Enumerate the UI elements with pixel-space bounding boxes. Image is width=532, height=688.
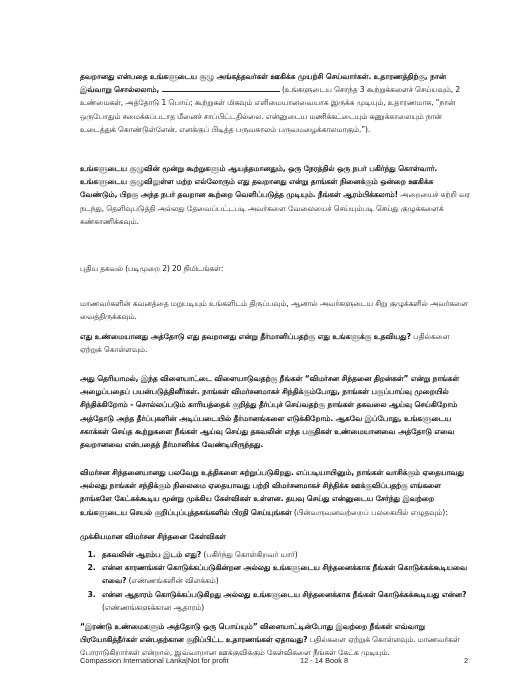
- paragraph-normal-text: பதில்களை ஏற்றுக் கொள்ளவும்.: [80, 332, 450, 355]
- paragraph-game-application: [80, 620, 472, 660]
- question-hint: (பகிர்ந்து கொள்கிறவர் யார்): [201, 550, 298, 559]
- fill-in-blank-line: [162, 83, 280, 92]
- question-hint: (எண்ணங்களுக்கான ஆதாரம்): [102, 602, 205, 612]
- question-text: என்ன காரணங்கள் கொடுக்கப்படுகின்றன அல்லது உங்களுடைய சிந்தனைக்காக நீங்கள் கொடுக்கக்கூடியவை எவை?: [102, 563, 468, 586]
- question-text: என்ன ஆதாரம் கொடுக்கப்படுகிறது அல்லது உங்களுடைய சிந்தனைக்காக நீங்கள் கொடுக்கக்கூடியது என்ன?: [102, 589, 467, 599]
- key-questions-list: [80, 548, 490, 614]
- paragraph-bold-text: தவறானது என்பதை உங்களுடைய குழு அங்கத்தவர்கள் ஊகிக்க முயற்சி செய்வார்கள். உதாரணத்திற்கு, நான் இவ்வாறு சொல்லலாம்,: [80, 72, 447, 95]
- footer-book-label: 12 - 14 Book 8: [300, 656, 349, 665]
- paragraph-normal-text: பதில்களை ஏற்றுக் கொள்ளவும். மாணவர்கள் போராடுகிறார்கள் என்றால், இவ்வாறான ஊக்குவிக்கும் கேள்விகளை நீங்கள் கேட்க முடியும்.: [80, 635, 460, 658]
- paragraph-normal-text: (பின்வருவனவற்றைப் பலகையில் எழுதவும்):: [291, 507, 448, 517]
- section-heading-new-info: புதிய தகவல் (படிமுறை 2) 20 நிமிடங்கள்:: [80, 264, 224, 273]
- footer-page-number: 2: [464, 656, 469, 665]
- list-heading-key-questions: முக்கியமான விமர்சன சிந்தனை கேள்விகள்: [80, 532, 226, 541]
- paragraph-instructions-intro: [80, 70, 472, 136]
- paragraph-bold-text: உங்களுடைய குழுவின் மூன்று கூற்றுகளும் ஆயத்தமானதும், ஒரு நேரத்தில் ஒரு நபர் பகிர்ந்து கொள்வார். உங்களுடைய குழுவிலுள்ள மற்ற எல்லோரும் எது தவறானது என்று தாங்கள் நினைக்கும் ஒன்றை ஊகிக்க வேண்டும், பிறகு அந்த நபர் தவறான கூற்றை வெளிப்படுத்த முடியும். நீங்கள் ஆரம்பிக்கலாம்!: [80, 164, 438, 200]
- question-text: தகவலின் ஆரம்ப இடம் எது?: [102, 550, 202, 559]
- list-item: [98, 548, 490, 561]
- paragraph-normal-text: (உங்களுடைய சொந்த 3 கூற்றுக்களைச் செய்யவும், 2 உண்மைகள், அத்தோடு 1 பொய்; கூற்றுகள் மிகவும் எளிமையானவையாக இருக்க முடியும், உதாரணமாக, “நான் ஒருபோதும் சமைக்கப்படாத மீனைச் சாப்பிட்டதில்லை. என்னுடைய மணிக்கட்டையும் கணுக்காலையும் நான் உடைத்துக் கொண்டுள்ளேன். எனக்குப் பிடித்த பருவகாலம் பருவமழைக்காலமாகும்.”).: [80, 85, 461, 134]
- paragraph-bold-text: “இரண்டு உண்மைகளும் அத்தோடு ஒரு பொய்யும்” விளையாட்டின்போது இவற்றை நீங்கள் எவ்வாறு பிரயோகித்தீர்கள் என்பதற்கான குறிப்பிட்ட உதாரணங்கள் ஏதாவது?: [80, 622, 425, 645]
- footer-organization: Compassion International Lanka|Not for profit: [80, 656, 229, 665]
- paragraph-bold-text: எது உண்மையானது அத்தோடு எது தவறானது என்று தீர்மானிப்பதற்கு எது உங்களுக்கு உதவியது?: [80, 332, 411, 341]
- paragraph-bold-text: விமர்சன சிந்தனையானது பலவேறு உத்திகளை சுற்றுப்படுகிறது. எப்படியாயினும், நாங்கள் வாசிக்கும் ஏதையாவது அல்லது நாங்கள் சந்திக்கும் நிலைமை ஏதையாவது பற்றி விமர்சனமாகச் சிந்திக்க ஊக்குவிப்பதற்கு எங்களை நாங்களே கேட்கக்கூடிய மூன்று முக்கிய கேள்விகள் உள்ளன. தயவு செய்து என்னுடைய சேர்ந்து இவற்றை உங்களுடைய செயல் குறிப்புப்புத்தகங்களில் பிரதி செய்யுங்கள்: [80, 468, 464, 517]
- list-item: [98, 588, 490, 614]
- question-hint: (எண்ணங்களின் விளக்கம்): [126, 576, 219, 586]
- paragraph-question-truth: [80, 330, 472, 356]
- list-item: [98, 561, 490, 587]
- paragraph-group-sharing: [80, 162, 472, 228]
- paragraph-critical-thinking-explain: அது தெரியாமல், இந்த விளையாட்டை விளையாடுவதற்கு நீங்கள் “விமர்சன சிந்தனை திறன்கள்” என்று நாங்கள் அழைப்பதைப் பயன்படுத்தினீர்கள். நாங்கள் விமர்சனமாகச் சிந்திக்கும்போது, நாங்கள் பகுப்பாய்வு முறையில் சிந்திக்கிறோம் - சொல்லப்படும் காரியத்தைக் குறித்து தீர்ப்புச் செய்வதற்கு நாங்கள் தகவலை ஆய்வு செய்கிறோம் அத்தோடு அந்த தீர்ப்புகளின் அடிப்படையில் தீர்மானங்களை எடுக்கிறோம். ஆகவே இப்போது, உங்களுடைய சகாக்கள் செய்த கூற்றுகளை நீங்கள் ஆய்வு செய்து தகவலின் எந்த பகுதிகள் உண்மையானவை அத்தோடு எவை தவறானவை என்பதைத் தீர்மானிக்க வேண்டியிருந்தது.: [80, 374, 460, 450]
- paragraph-three-questions-intro: [80, 466, 472, 519]
- paragraph-normal-text: அறையைச் சுற்றி வர நடந்து, தெளிவுபடுத்தி அல்லது தேவைப்பட்டபடி அவர்களை வேலையைச் செய்யும்படி செய்து குழுக்களைக் கண்காணிக்கவும்.: [80, 190, 470, 226]
- paragraph-redirect-attention: மாணவர்களின் கவனத்தை மறுபடியும் உங்களிடம் திருப்பவும், ஆனால் அவர்களுடைய சிறு குழுக்களில் அவர்களை வைத்திருக்கவும்.: [80, 299, 468, 322]
